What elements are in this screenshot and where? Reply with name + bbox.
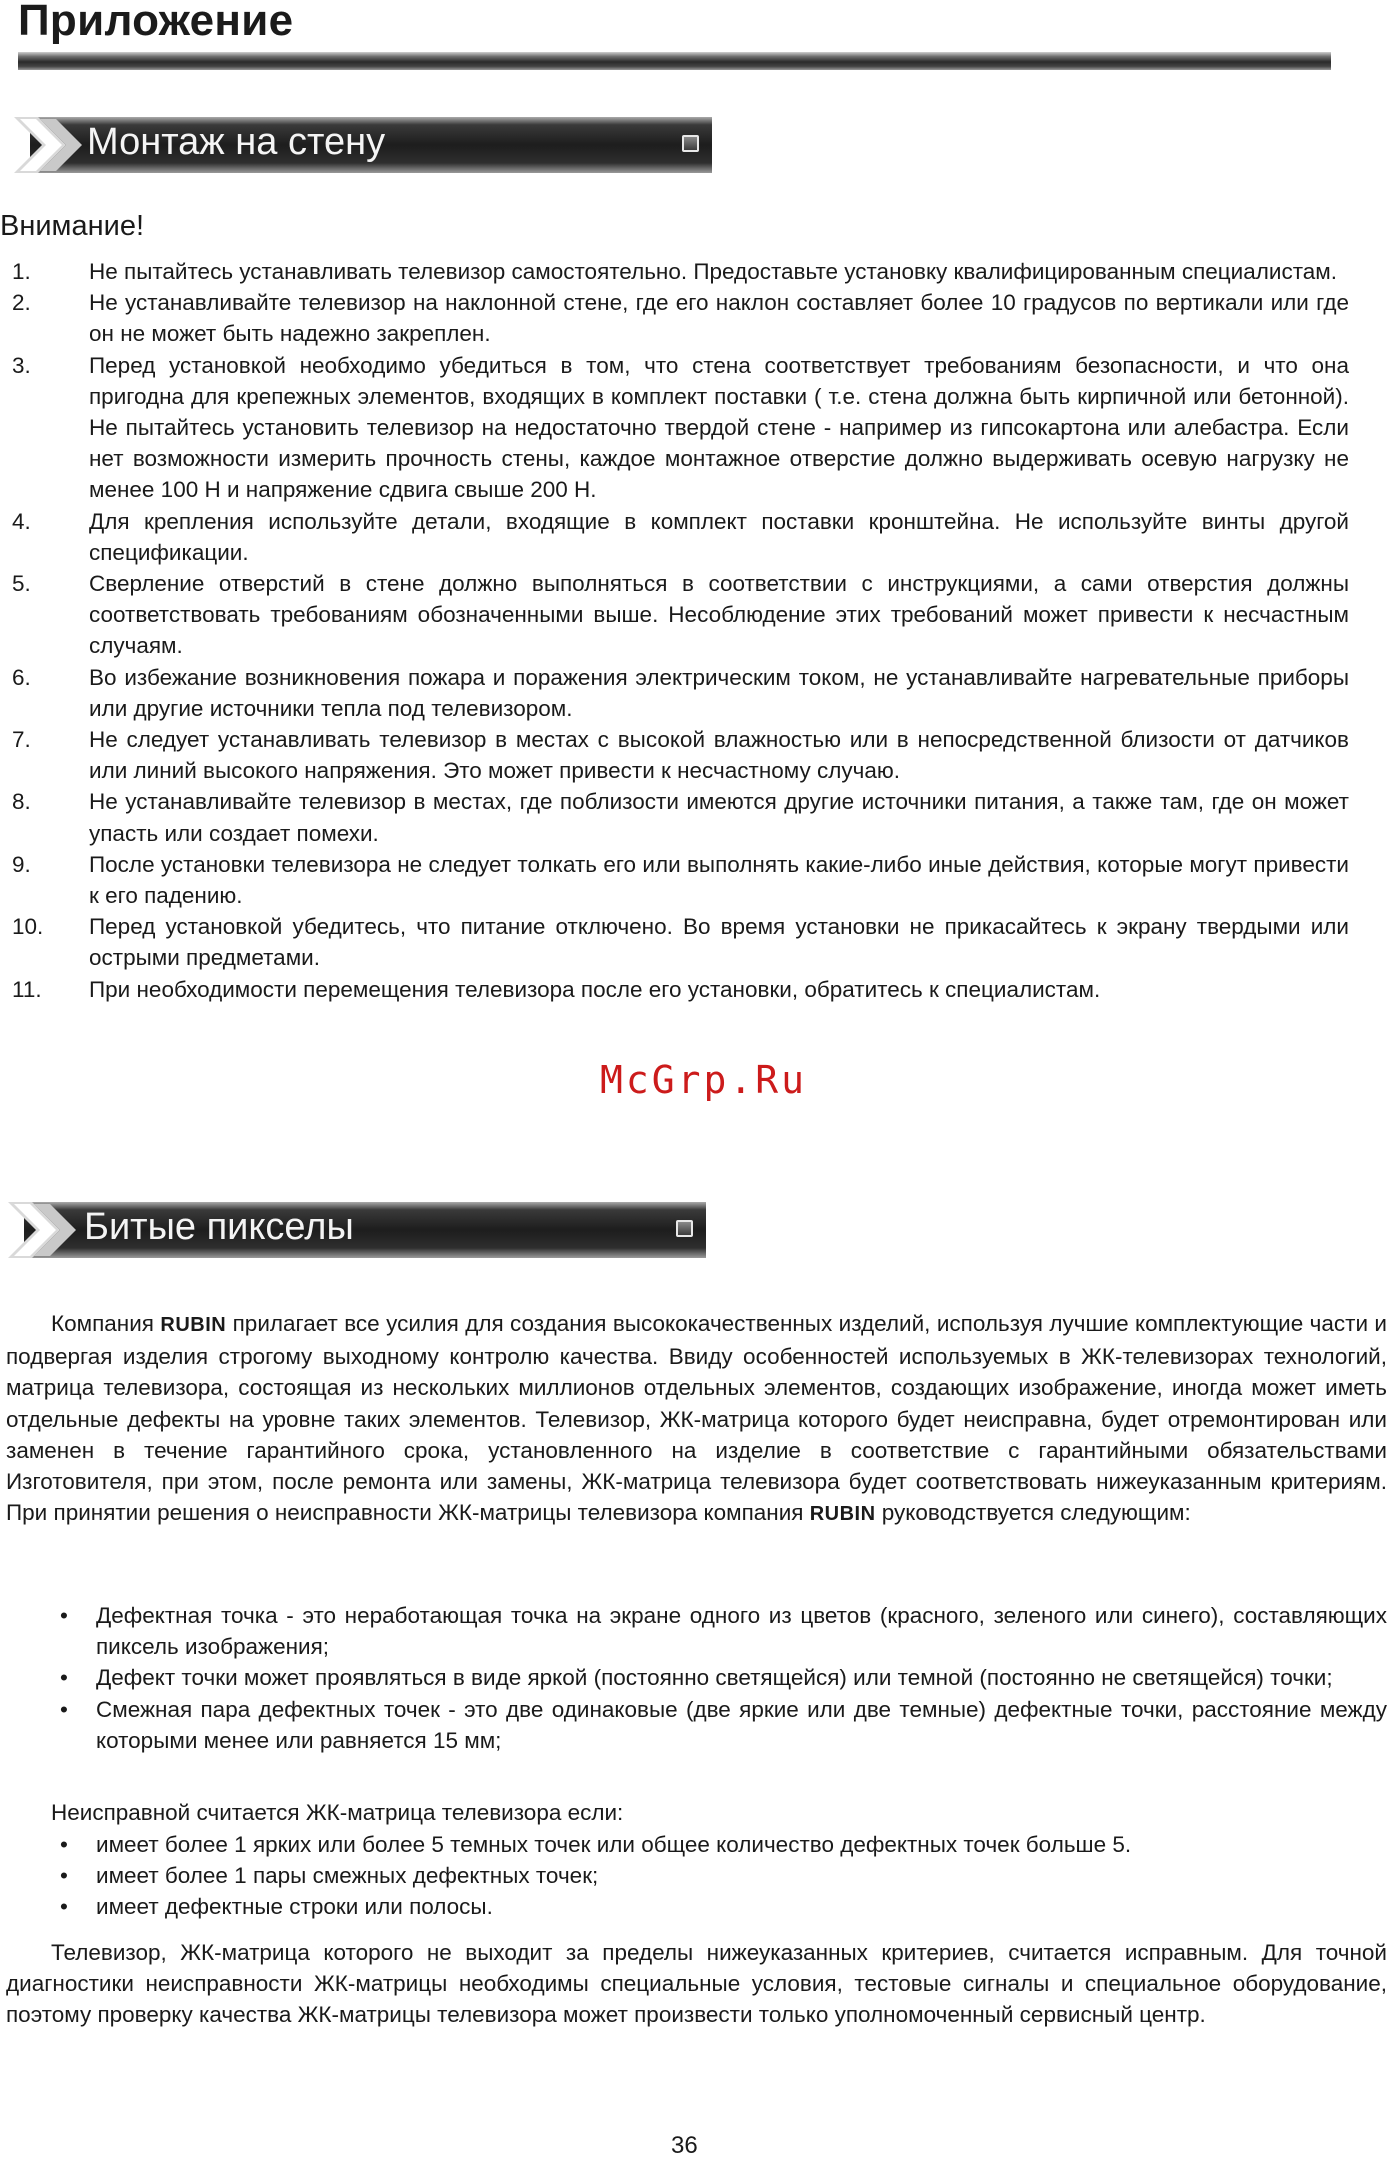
list-item <box>12 974 1349 1005</box>
item-text: Не следует устанавливать телевизор в местах с высокой влажностью или в непосредственной близости от датчиков или линий высокого напряжения. Это может привести к несчастному случаю. <box>89 727 1349 784</box>
item-number: 7. <box>12 727 31 753</box>
square-bullet-icon <box>676 1220 693 1237</box>
list-item: • Дефект точки может проявляться в виде яркой (постоянно светящейся) или темной (постоянно не светящейся) точки; <box>56 1662 1387 1693</box>
watermark: McGrp.Ru <box>600 1058 808 1102</box>
item-number: 8. <box>12 789 31 815</box>
item-number: 11. <box>12 976 42 1002</box>
item-text: Не устанавливайте телевизор на наклонной стене, где его наклон составляет более 10 градусов по вертикали или где он не может быть надежно закреплен. <box>89 290 1349 347</box>
section-banner-dead-pixels <box>8 1202 706 1258</box>
dead-pixels-intro <box>6 1308 1387 1530</box>
list-item <box>12 849 1349 911</box>
item-text: Не пытайтесь устанавливать телевизор самостоятельно. Предоставьте установку квалифицированным специалистам. <box>89 259 1337 284</box>
definitions-list <box>56 1600 1387 1756</box>
brand-name: RUBIN <box>809 1503 876 1526</box>
list-item: • Дефектная точка - это неработающая точка на экране одного из цветов (красного, зеленого или синего), составляющих пиксель изображения; <box>56 1600 1387 1662</box>
intro-text: прилагает все усилия для создания высококачественных изделий, используя лучшие комплектующие части и подвергая изделия строгому выходному контролю качества. Ввиду особенностей используемых в ЖК-телевизорах технологий, матрица телевизора, состоящая из нескольких миллионов отдельных элементов, создающих изображение, иногда может иметь отдельные дефекты на уровне таких элементов. Телевизор, ЖК-матрица которого будет неисправна, будет отремонтирован или заменен в течение гарантийного срока, установленного на изделие в соответствие с гарантийными обязательствами Изготовителя, при этом, после ремонта или замены, ЖК-матрица телевизора будет соответствовать нижеуказанным критериям. При принятии решения о неисправности ЖК-матрицы телевизора компания <box>6 1311 1387 1526</box>
page-number: 36 <box>671 2132 698 2159</box>
item-text: Для крепления используйте детали, входящие в комплект поставки кронштейна. Не используйте винты другой спецификации. <box>89 508 1349 565</box>
square-bullet-icon <box>682 135 699 152</box>
item-number: 10. <box>12 914 44 940</box>
item-number: 2. <box>12 290 31 316</box>
list-item <box>12 724 1349 786</box>
list-item <box>12 786 1349 848</box>
list-item: • имеет более 1 ярких или более 5 темных точек или общее количество дефектных точек больше 5. <box>56 1829 1387 1860</box>
section-title-wall-mount: Монтаж на стену <box>87 121 386 163</box>
list-item <box>12 568 1349 662</box>
item-text: После установки телевизора не следует толкать его или выполнять какие-либо иные действия, которые могут привести к его падению. <box>89 851 1349 909</box>
item-text: Во избежание возникновения пожара и поражения электрическим током, не устанавливайте нагревательные приборы или другие источники тепла под телевизором. <box>89 664 1349 721</box>
criteria-title: Неисправной считается ЖК-матрица телевизора если: <box>51 1800 624 1825</box>
list-item: • имеет дефектные строки или полосы. <box>56 1891 1387 1922</box>
wall-mount-rules-list <box>12 256 1349 1005</box>
section-title-dead-pixels: Битые пикселы <box>84 1206 354 1248</box>
item-text: Перед установкой убедитесь, что питание отключено. Во время установки не прикасайтесь к экрану твердыми или острыми предметами. <box>89 914 1349 971</box>
section-banner-wall-mount <box>14 117 712 173</box>
list-item <box>12 506 1349 568</box>
item-text: При необходимости перемещения телевизора после его установки, обратитесь к специалистам. <box>89 976 1101 1002</box>
intro-text: руководствуется следующим: <box>875 1500 1191 1526</box>
closing-paragraph: Телевизор, ЖК-матрица которого не выходит за пределы нижеуказанных критериев, считается исправным. Для точной диагностики неисправности ЖК-матрицы необходимы специальные условия, тестовые сигналы и специальное оборудование, поэтому проверку качества ЖК-матрицы телевизора может произвести только уполномоченный сервисный центр. <box>6 1940 1387 2028</box>
title-divider <box>18 52 1331 70</box>
item-number: 9. <box>12 851 31 877</box>
attention-heading: Внимание! <box>0 210 145 242</box>
brand-name: RUBIN <box>160 1314 227 1336</box>
list-item <box>12 911 1349 973</box>
item-text: Не устанавливайте телевизор в местах, где поблизости имеются другие источники питания, а также там, где он может упасть или создает помехи. <box>89 789 1349 846</box>
item-number: 1. <box>12 259 31 284</box>
list-item <box>12 350 1349 506</box>
item-number: 3. <box>12 352 31 378</box>
page-title: Приложение <box>18 0 294 45</box>
item-number: 5. <box>12 571 31 597</box>
item-number: 6. <box>12 664 31 690</box>
list-item <box>12 287 1349 349</box>
list-item <box>12 662 1349 724</box>
item-number: 4. <box>12 508 31 534</box>
item-text: Сверление отверстий в стене должно выполняться в соответствии с инструкциями, а сами отверстия должны соответствовать требованиям обозначенными выше. Несоблюдение этих требований может привести к несчастным случаям. <box>89 571 1349 659</box>
intro-text: Компания <box>51 1311 161 1336</box>
list-item: • имеет более 1 пары смежных дефектных точек; <box>56 1860 1387 1891</box>
list-item: • Смежная пара дефектных точек - это две одинаковые (две яркие или две темные) дефектные точки, расстояние между которыми менее или равняется 15 мм; <box>56 1694 1387 1756</box>
list-item <box>12 256 1349 287</box>
item-text: Перед установкой необходимо убедиться в том, что стена соответствует требованиям безопасности, и что она пригодна для крепежных элементов, входящих в комплект поставки ( т.е. стена должна быть кирпичной или бетонной). Не пытайтесь установить телевизор на недостаточно твердой стене - например из гипсокартона или алебастра. Если нет возможности измерить прочность стены, каждое монтажное отверстие должно выдерживать осевую нагрузку не менее 100 Н и напряжение сдвига свыше 200 Н. <box>89 352 1349 503</box>
criteria-list <box>56 1829 1387 1923</box>
